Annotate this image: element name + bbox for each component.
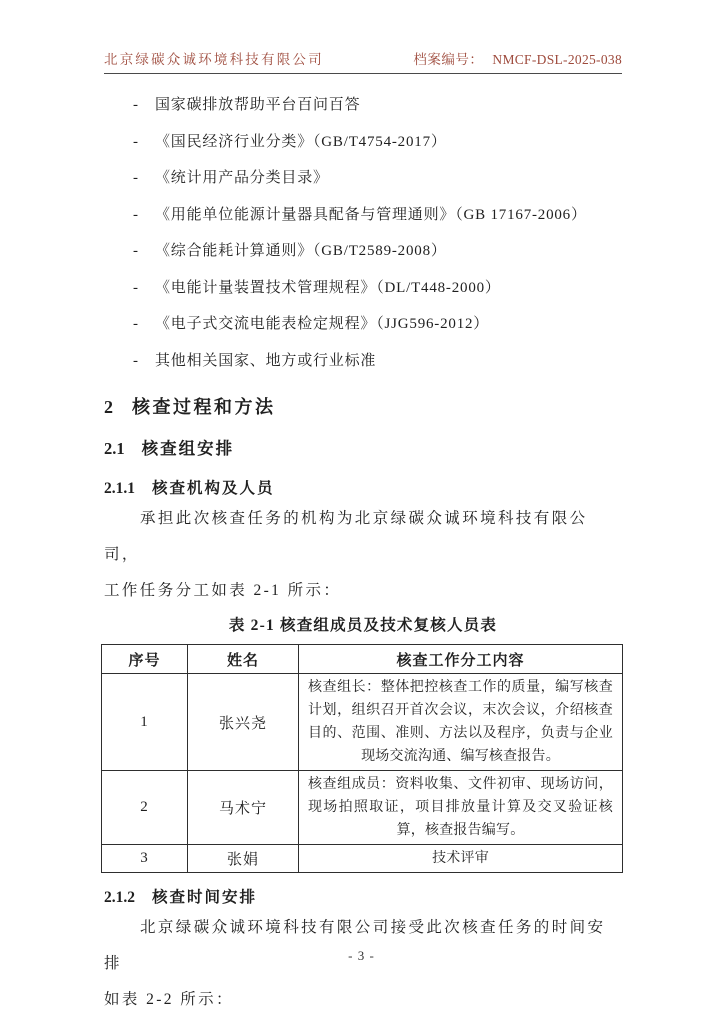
section-number: 2.1 [104,439,125,458]
list-item-text: 《用能单位能源计量器具配备与管理通则》（GB 17167-2006） [155,206,587,223]
section-title: 核查过程和方法 [132,397,276,417]
paragraph-line: 北京绿碳众诚环境科技有限公司接受此次核查任务的时间安排 [104,919,606,972]
cell-duty: 核查组长：整体把控核查工作的质量，编写核查计划，组织召开首次会议，末次会议，介绍核查目的、范围、准则、方法以及程序，负责与企业现场交流沟通、编写核查报告。 [299,674,623,771]
body-paragraph-2 [104,910,622,1018]
list-item [104,87,622,124]
column-header-no: 序号 [102,645,188,674]
reference-list [104,87,622,379]
list-item-text: 《电能计量装置技术管理规程》（DL/T448-2000） [155,279,501,296]
body-paragraph-1 [104,501,622,609]
paragraph-line: 承担此次核查任务的机构为北京绿碳众诚环境科技有限公司， [104,510,588,563]
section-number: 2 [104,397,113,417]
page-number: - 3 - [348,948,375,963]
section-heading-2-1-2 [104,887,622,908]
section-title: 核查组安排 [141,439,235,458]
archive-number-block [413,52,622,67]
section-heading-2 [104,395,622,419]
dash-bullet: - [133,170,138,186]
paragraph-line: 工作任务分工如表 2-1 所示： [104,582,342,599]
dash-bullet: - [133,97,138,113]
cell-no: 1 [102,674,188,771]
list-item [104,343,622,380]
cell-no: 3 [102,845,188,873]
section-title: 核查机构及人员 [152,480,275,497]
section-heading-2-1 [104,438,622,460]
list-item [104,270,622,307]
list-item-text: 《统计用产品分类目录》 [155,170,329,186]
archive-label: 档案编号： [413,52,484,67]
table-row [102,845,623,873]
dash-bullet: - [133,316,138,332]
column-header-duty: 核查工作分工内容 [299,645,623,674]
section-title: 核查时间安排 [152,889,258,906]
cell-no: 2 [102,771,188,845]
table-header-row [102,645,623,674]
section-number: 2.1.2 [104,889,135,906]
dash-bullet: - [133,352,138,369]
dash-bullet: - [133,243,138,259]
list-item-text: 《综合能耗计算通则》（GB/T2589-2008） [155,243,447,259]
cell-duty: 核查组成员：资料收集、文件初审、现场访问，现场拍照取证，项目排放量计算及交叉验证核算，核查报告编写。 [299,771,623,845]
dash-bullet: - [133,206,138,223]
column-header-name: 姓名 [188,645,299,674]
list-item [104,233,622,270]
table-row [102,674,623,771]
cell-name: 张兴尧 [188,674,299,771]
company-name: 北京绿碳众诚环境科技有限公司 [104,52,324,67]
dash-bullet: - [133,279,138,296]
table-row [102,771,623,845]
list-item-text: 《电子式交流电能表检定规程》（JJG596-2012） [155,316,490,332]
verification-team-table [101,644,623,873]
list-item [104,197,622,234]
page-header [104,52,622,74]
list-item-text: 其他相关国家、地方或行业标准 [155,352,377,369]
cell-name: 张娟 [188,845,299,873]
section-number: 2.1.1 [104,480,135,497]
list-item [104,160,622,197]
cell-duty: 技术评审 [299,845,623,873]
cell-name: 马术宁 [188,771,299,845]
list-item [104,124,622,161]
paragraph-line: 如表 2-2 所示： [104,991,234,1008]
table-caption: 表 2-1 核查组成员及技术复核人员表 [228,617,498,634]
section-heading-2-1-1 [104,478,622,499]
archive-number: NMCF-DSL-2025-038 [492,52,622,67]
list-item-text: 国家碳排放帮助平台百问百答 [155,97,361,113]
list-item-text: 《国民经济行业分类》（GB/T4754-2017） [155,133,447,150]
dash-bullet: - [133,133,138,150]
list-item [104,306,622,343]
